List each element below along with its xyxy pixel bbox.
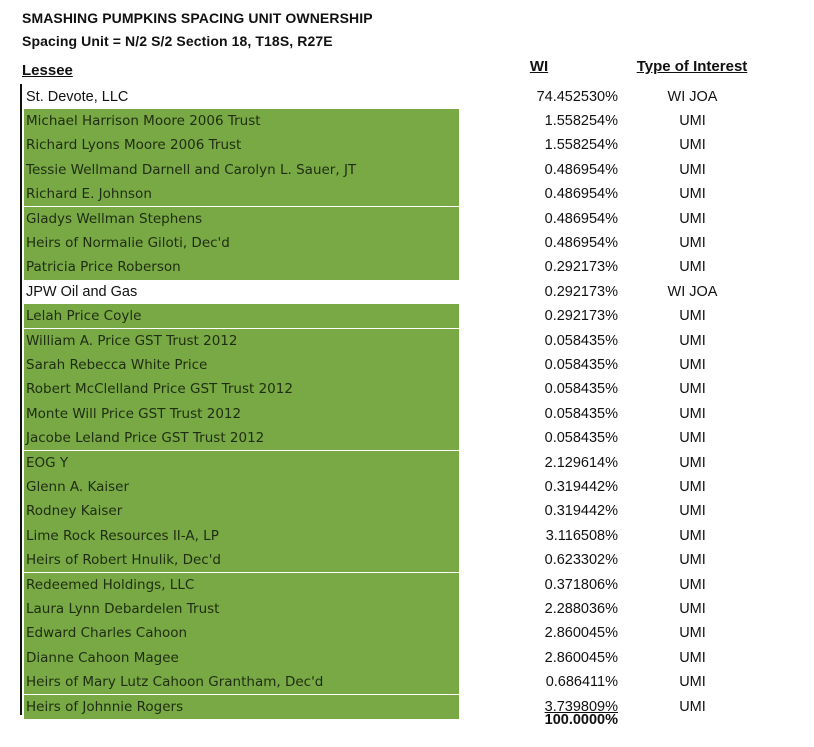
wi-value: 0.486954% [544, 161, 618, 178]
interest-type: UMI [679, 332, 706, 349]
wi-value: 0.319442% [544, 478, 618, 495]
table-row [0, 695, 814, 719]
table-row [0, 377, 814, 401]
interest-type: UMI [679, 381, 706, 398]
wi-value: 3.739809% [544, 698, 618, 715]
document-title: SMASHING PUMPKINS SPACING UNIT OWNERSHIP [22, 10, 373, 26]
lessee-name: Richard E. Johnson [24, 182, 459, 206]
wi-value: 2.860045% [544, 625, 618, 642]
lessee-name: EOG Y [24, 451, 459, 475]
table-row [0, 158, 814, 182]
lessee-name: Monte Will Price GST Trust 2012 [24, 402, 459, 426]
wi-value: 1.558254% [544, 112, 618, 129]
interest-type: UMI [679, 112, 706, 129]
lessee-name: Redeemed Holdings, LLC [24, 573, 459, 597]
interest-type: UMI [679, 576, 706, 593]
lessee-name: Rodney Kaiser [24, 499, 459, 523]
table-row [0, 231, 814, 255]
wi-value: 74.452530% [536, 88, 618, 105]
lessee-name: Glenn A. Kaiser [24, 475, 459, 499]
lessee-name: Gladys Wellman Stephens [24, 207, 459, 231]
wi-value: 0.058435% [544, 430, 618, 447]
table-row [0, 304, 814, 328]
table-row [0, 597, 814, 621]
lessee-name: Heirs of Normalie Giloti, Dec'd [24, 231, 459, 255]
table-row [0, 621, 814, 645]
interest-type: UMI [679, 600, 706, 617]
interest-type: UMI [679, 210, 706, 227]
wi-column-header: WI [529, 58, 549, 75]
interest-type: UMI [679, 186, 706, 203]
lessee-name: Michael Harrison Moore 2006 Trust [24, 109, 459, 133]
wi-value: 0.371806% [544, 576, 618, 593]
interest-type: WI JOA [667, 283, 718, 300]
lessee-name: Robert McClelland Price GST Trust 2012 [24, 377, 459, 401]
wi-value: 0.058435% [544, 356, 618, 373]
type-column-header: Type of Interest [636, 58, 748, 75]
table-row [0, 670, 814, 694]
wi-value: 2.288036% [544, 600, 618, 617]
wi-value: 0.058435% [544, 381, 618, 398]
lessee-name: Heirs of Mary Lutz Cahoon Grantham, Dec'd [24, 670, 459, 694]
wi-value: 0.623302% [544, 552, 618, 569]
interest-type: UMI [679, 161, 706, 178]
table-row [0, 548, 814, 572]
wi-value: 0.292173% [544, 308, 618, 325]
lessee-name: Lime Rock Resources II-A, LP [24, 524, 459, 548]
table-row [0, 182, 814, 206]
lessee-name: Edward Charles Cahoon [24, 621, 459, 645]
table-row [0, 646, 814, 670]
wi-value: 3.116508% [545, 527, 618, 544]
lessee-name: Richard Lyons Moore 2006 Trust [24, 133, 459, 157]
table-row [0, 85, 814, 109]
lessee-name: William A. Price GST Trust 2012 [24, 329, 459, 353]
lessee-name: Laura Lynn Debardelen Trust [24, 597, 459, 621]
interest-type: UMI [679, 405, 706, 422]
interest-type: UMI [679, 674, 706, 691]
total-wi: 100.0000% [544, 712, 618, 728]
table-row [0, 402, 814, 426]
interest-type: UMI [679, 259, 706, 276]
table-row [0, 109, 814, 133]
interest-type: UMI [679, 649, 706, 666]
interest-type: UMI [679, 454, 706, 471]
lessee-name: Patricia Price Roberson [24, 255, 459, 279]
table-row [0, 280, 814, 304]
wi-value: 2.860045% [544, 649, 618, 666]
lessee-name: Dianne Cahoon Magee [24, 646, 459, 670]
wi-value: 0.486954% [544, 210, 618, 227]
wi-value: 0.292173% [544, 259, 618, 276]
wi-value: 0.058435% [544, 332, 618, 349]
interest-type: UMI [679, 552, 706, 569]
interest-type: UMI [679, 503, 706, 520]
wi-value: 0.319442% [544, 503, 618, 520]
lessee-name: Sarah Rebecca White Price [24, 353, 459, 377]
table-row [0, 329, 814, 353]
lessee-name: Jacobe Leland Price GST Trust 2012 [24, 426, 459, 450]
interest-type: UMI [679, 308, 706, 325]
interest-type: UMI [679, 356, 706, 373]
table-row [0, 207, 814, 231]
interest-type: UMI [679, 478, 706, 495]
lessee-name: Heirs of Robert Hnulik, Dec'd [24, 548, 459, 572]
interest-type: UMI [679, 430, 706, 447]
wi-value: 1.558254% [544, 137, 618, 154]
lessee-name: St. Devote, LLC [24, 85, 459, 109]
table-row [0, 426, 814, 450]
lessee-name: Tessie Wellmand Darnell and Carolyn L. Sauer, JT [24, 158, 459, 182]
interest-type: UMI [679, 527, 706, 544]
table-row [0, 573, 814, 597]
interest-type: UMI [679, 137, 706, 154]
interest-type: WI JOA [667, 88, 718, 105]
wi-value: 0.292173% [544, 283, 618, 300]
interest-type: UMI [679, 625, 706, 642]
interest-type: UMI [679, 234, 706, 251]
table-row [0, 499, 814, 523]
interest-type: UMI [679, 698, 706, 715]
lessee-column-header: Lessee [22, 62, 73, 79]
table-row [0, 451, 814, 475]
table-row [0, 353, 814, 377]
wi-value: 0.058435% [544, 405, 618, 422]
lessee-name: Lelah Price Coyle [24, 304, 459, 328]
wi-value: 2.129614% [544, 454, 618, 471]
table-row [0, 524, 814, 548]
wi-value: 0.686411% [545, 674, 618, 691]
table-row [0, 133, 814, 157]
wi-value: 0.486954% [544, 186, 618, 203]
lessee-name: Heirs of Johnnie Rogers [24, 695, 459, 719]
lessee-name: JPW Oil and Gas [24, 280, 459, 304]
table-row [0, 255, 814, 279]
spacing-unit-subtitle: Spacing Unit = N/2 S/2 Section 18, T18S, R27E [22, 33, 333, 49]
wi-value: 0.486954% [544, 234, 618, 251]
table-row [0, 475, 814, 499]
